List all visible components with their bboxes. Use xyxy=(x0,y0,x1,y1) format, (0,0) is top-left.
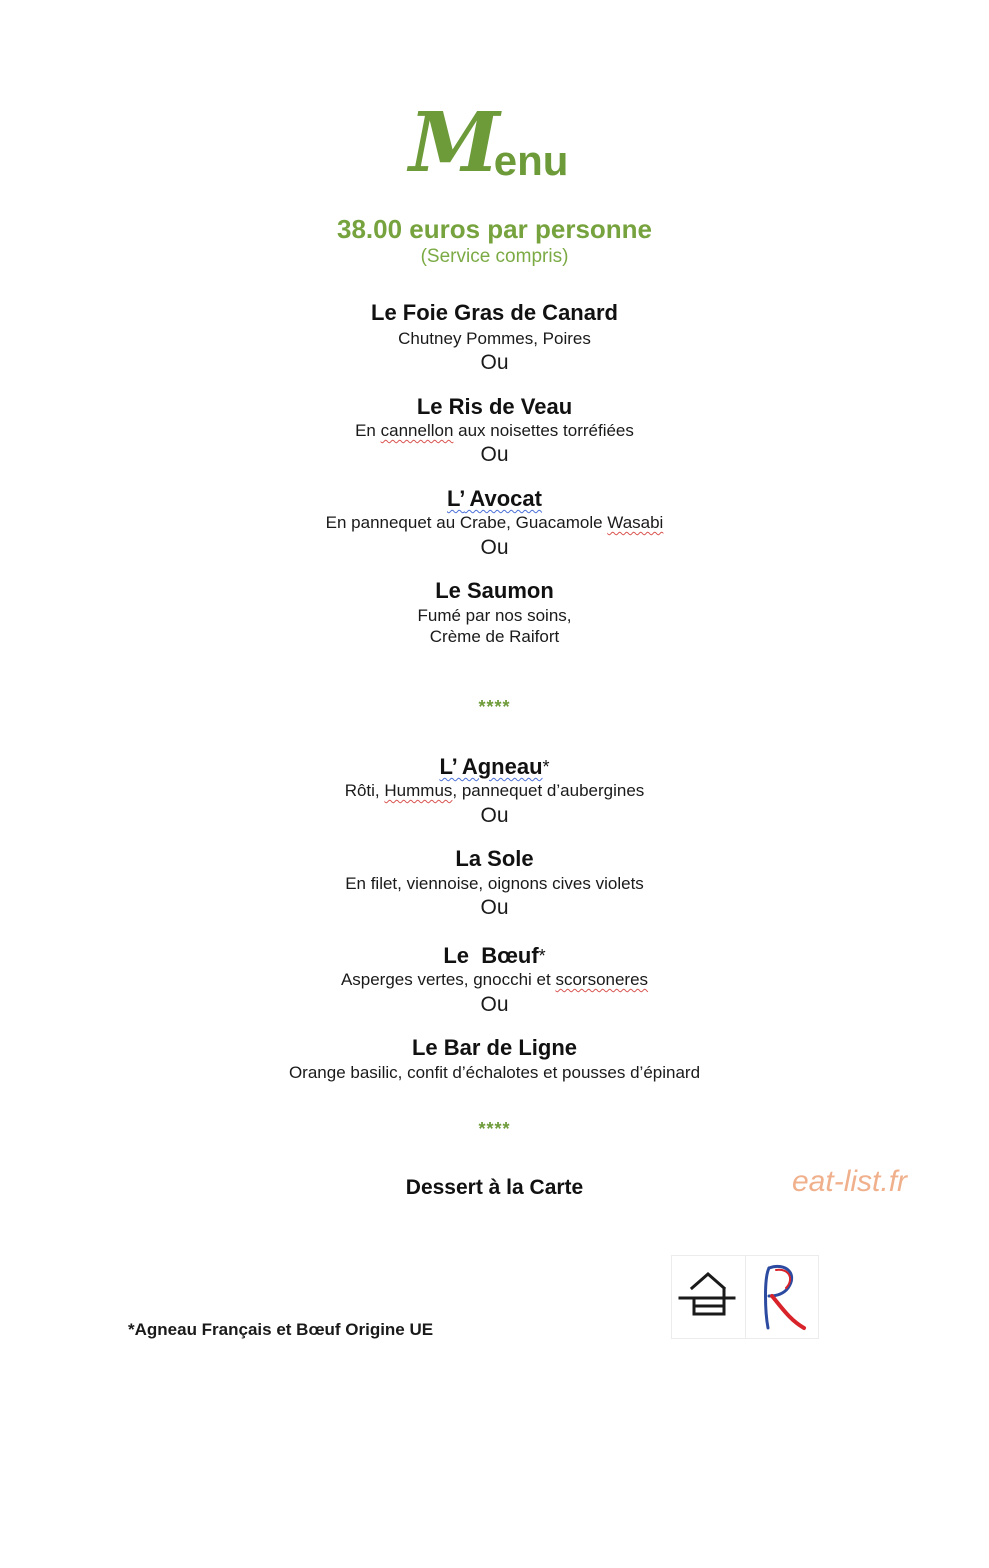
house-logo-icon xyxy=(680,1274,734,1314)
or-separator: Ou xyxy=(480,993,509,1016)
starter-name-avocat: L’ Avocat xyxy=(447,486,542,511)
menu-title-rest: enu xyxy=(493,137,569,184)
or-separator: Ou xyxy=(480,351,509,374)
starter-desc-saumon-line2: Crème de Raifort xyxy=(429,627,560,646)
starter-name-saumon: Le Saumon xyxy=(435,578,554,603)
restaurateur-r-logo-icon xyxy=(766,1266,805,1328)
main-name-agneau: L’ Agneau* xyxy=(439,754,550,779)
logo-panel xyxy=(671,1255,819,1339)
starter-desc-saumon-line1: Fumé par nos soins, xyxy=(417,606,572,625)
main-desc-agneau: Rôti, Hummus, pannequet d’aubergines xyxy=(344,781,645,800)
or-separator: Ou xyxy=(480,443,509,466)
origin-footnote: *Agneau Français et Bœuf Origine UE xyxy=(128,1320,434,1339)
course-separator: **** xyxy=(478,697,511,717)
main-desc-boeuf: Asperges vertes, gnocchi et scorsoneres xyxy=(340,970,649,989)
main-name-sole: La Sole xyxy=(455,846,534,871)
main-desc-bar: Orange basilic, confit d’échalotes et pousses d’épinard xyxy=(288,1063,701,1082)
course-separator: **** xyxy=(478,1119,511,1139)
main-name-boeuf: Le Bœuf* xyxy=(443,943,546,968)
or-separator: Ou xyxy=(480,536,509,559)
or-separator: Ou xyxy=(480,896,509,919)
main-desc-sole: En filet, viennoise, oignons cives violets xyxy=(345,874,644,893)
menu-price: 38.00 euros par personne xyxy=(336,214,653,244)
watermark-text: eat-list.fr xyxy=(792,1165,908,1198)
starter-name-ris-de-veau: Le Ris de Veau xyxy=(416,394,573,419)
starter-desc-avocat: En pannequet au Crabe, Guacamole Wasabi xyxy=(325,513,664,532)
dessert-line: Dessert à la Carte xyxy=(405,1176,584,1199)
starter-desc-foie-gras: Chutney Pommes, Poires xyxy=(398,329,591,348)
or-separator: Ou xyxy=(480,804,509,827)
service-note: (Service compris) xyxy=(420,246,569,267)
starter-name-foie-gras: Le Foie Gras de Canard xyxy=(371,300,618,325)
menu-title-initial: M xyxy=(409,95,494,191)
starter-desc-ris-de-veau: En cannellon aux noisettes torréfiées xyxy=(355,421,634,440)
menu-title xyxy=(409,95,569,191)
main-name-bar: Le Bar de Ligne xyxy=(411,1035,578,1060)
logo-svg xyxy=(672,1256,818,1338)
